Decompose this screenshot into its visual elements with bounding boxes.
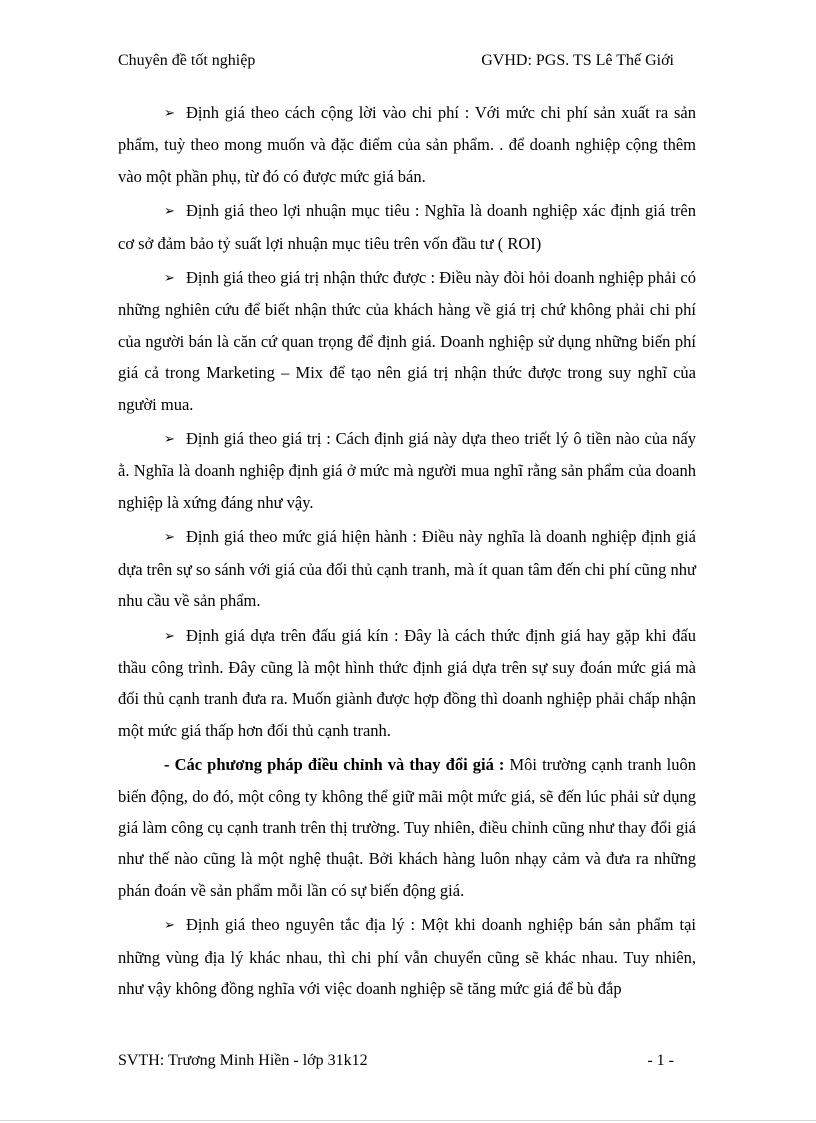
- arrow-bullet-icon: ➢: [164, 106, 175, 121]
- paragraph-text: Định giá theo nguyên tắc địa lý : Một khi doanh nghiệp bán sản phẩm tại những vùng địa lý khác nhau, thì chi phí vẫn chuyển cũng sẽ khác nhau. Tuy nhiên, như vậy không đồng nghĩa với việc doanh nghiệp sẽ tăng mức giá để bù đắp: [118, 915, 696, 998]
- header-thesis-title: Chuyên đề tốt nghiệp: [118, 52, 256, 69]
- paragraph-value-pricing: [118, 423, 696, 518]
- paragraph-geographic: [118, 909, 696, 1004]
- paragraph-text: Định giá theo giá trị nhận thức được : Điều này đòi hỏi doanh nghiệp phải có những nghiên cứu để biết nhận thức của khách hàng về giá trị chứ không phải chi phí của người bán là căn cứ quan trọng để định giá. Doanh nghiệp sử dụng những biến phí giá cả trong Marketing – Mix để tạo nên giá trị nhận thức được trong suy nghĩ của người mua.: [118, 268, 696, 414]
- paragraph-text: Môi trường cạnh tranh luôn biến động, do đó, một công ty không thể giữ mãi một mức giá, sẽ đến lúc phải sử dụng giá làm công cụ cạnh tranh trên thị trường. Tuy nhiên, điều chỉnh cũng như thay đổi giá như thế nào cũng là một nghệ thuật. Bởi khách hàng luôn nhạy cảm và đưa ra những phán đoán về sản phẩm mỗi lần có sự biến động giá.: [118, 755, 696, 900]
- paragraph-target-profit: [118, 195, 696, 259]
- header-supervisor: GVHD: PGS. TS Lê Thế Giới: [481, 52, 674, 69]
- paragraph-text: Định giá theo mức giá hiện hành : Điều này nghĩa là doanh nghiệp định giá dựa trên sự so sánh với giá của đối thủ cạnh tranh, mà ít quan tâm đến chi phí cũng như nhu cầu về sản phẩm.: [118, 527, 696, 611]
- arrow-bullet-icon: ➢: [164, 271, 175, 287]
- paragraph-text: Định giá theo cách cộng lời vào chi phí : Với mức chi phí sản xuất ra sản phẩm, tuỳ theo mong muốn và đặc điểm của sản phẩm. . để doanh nghiệp cộng thêm vào một phần phụ, từ đó có được mức giá bán.: [118, 103, 696, 186]
- paragraph-sealed-bid: [118, 620, 696, 747]
- paragraph-text: Định giá dựa trên đấu giá kín : Đây là cách thức định giá hay gặp khi đấu thầu công trình. Đây cũng là một hình thức định giá dựa trên sự suy đoán mức giá mà đối thủ cạnh tranh đưa ra. Muốn giành được hợp đồng thì doanh nghiệp phải chấp nhận một mức giá thấp hơn đối thủ cạnh tranh.: [118, 625, 696, 740]
- page-number: - 1 -: [647, 1052, 674, 1069]
- page-header: [118, 52, 674, 76]
- paragraph-price-adjustment: [118, 749, 696, 906]
- arrow-bullet-icon: ➢: [164, 530, 175, 546]
- footer-student: SVTH: Trương Minh Hiền - lớp 31k12: [118, 1052, 368, 1069]
- page-bottom-divider: [0, 1120, 816, 1121]
- paragraph-cost-plus: [118, 97, 696, 192]
- document-body: [118, 97, 696, 1007]
- arrow-bullet-icon: ➢: [164, 204, 175, 220]
- paragraph-going-rate: [118, 521, 696, 616]
- page-footer: [118, 1052, 674, 1070]
- arrow-bullet-icon: ➢: [164, 432, 175, 448]
- paragraph-bold-lead: - Các phương pháp điều chỉnh và thay đổi giá :: [164, 755, 505, 775]
- paragraph-perceived-value: [118, 262, 696, 420]
- paragraph-text: Định giá theo lợi nhuận mục tiêu : Nghĩa là doanh nghiệp xác định giá trên cơ sở đảm bảo tỷ suất lợi nhuận mục tiêu trên vốn đầu tư ( ROI): [118, 201, 696, 253]
- arrow-bullet-icon: ➢: [164, 628, 175, 644]
- arrow-bullet-icon: ➢: [164, 918, 175, 934]
- paragraph-text: Định giá theo giá trị : Cách định giá này dựa theo triết lý ô tiền nào của nấy ằ. Nghĩa là doanh nghiệp định giá ở mức mà người mua nghĩ rằng sản phẩm của doanh nghiệp là xứng đáng như vậy.: [118, 429, 696, 512]
